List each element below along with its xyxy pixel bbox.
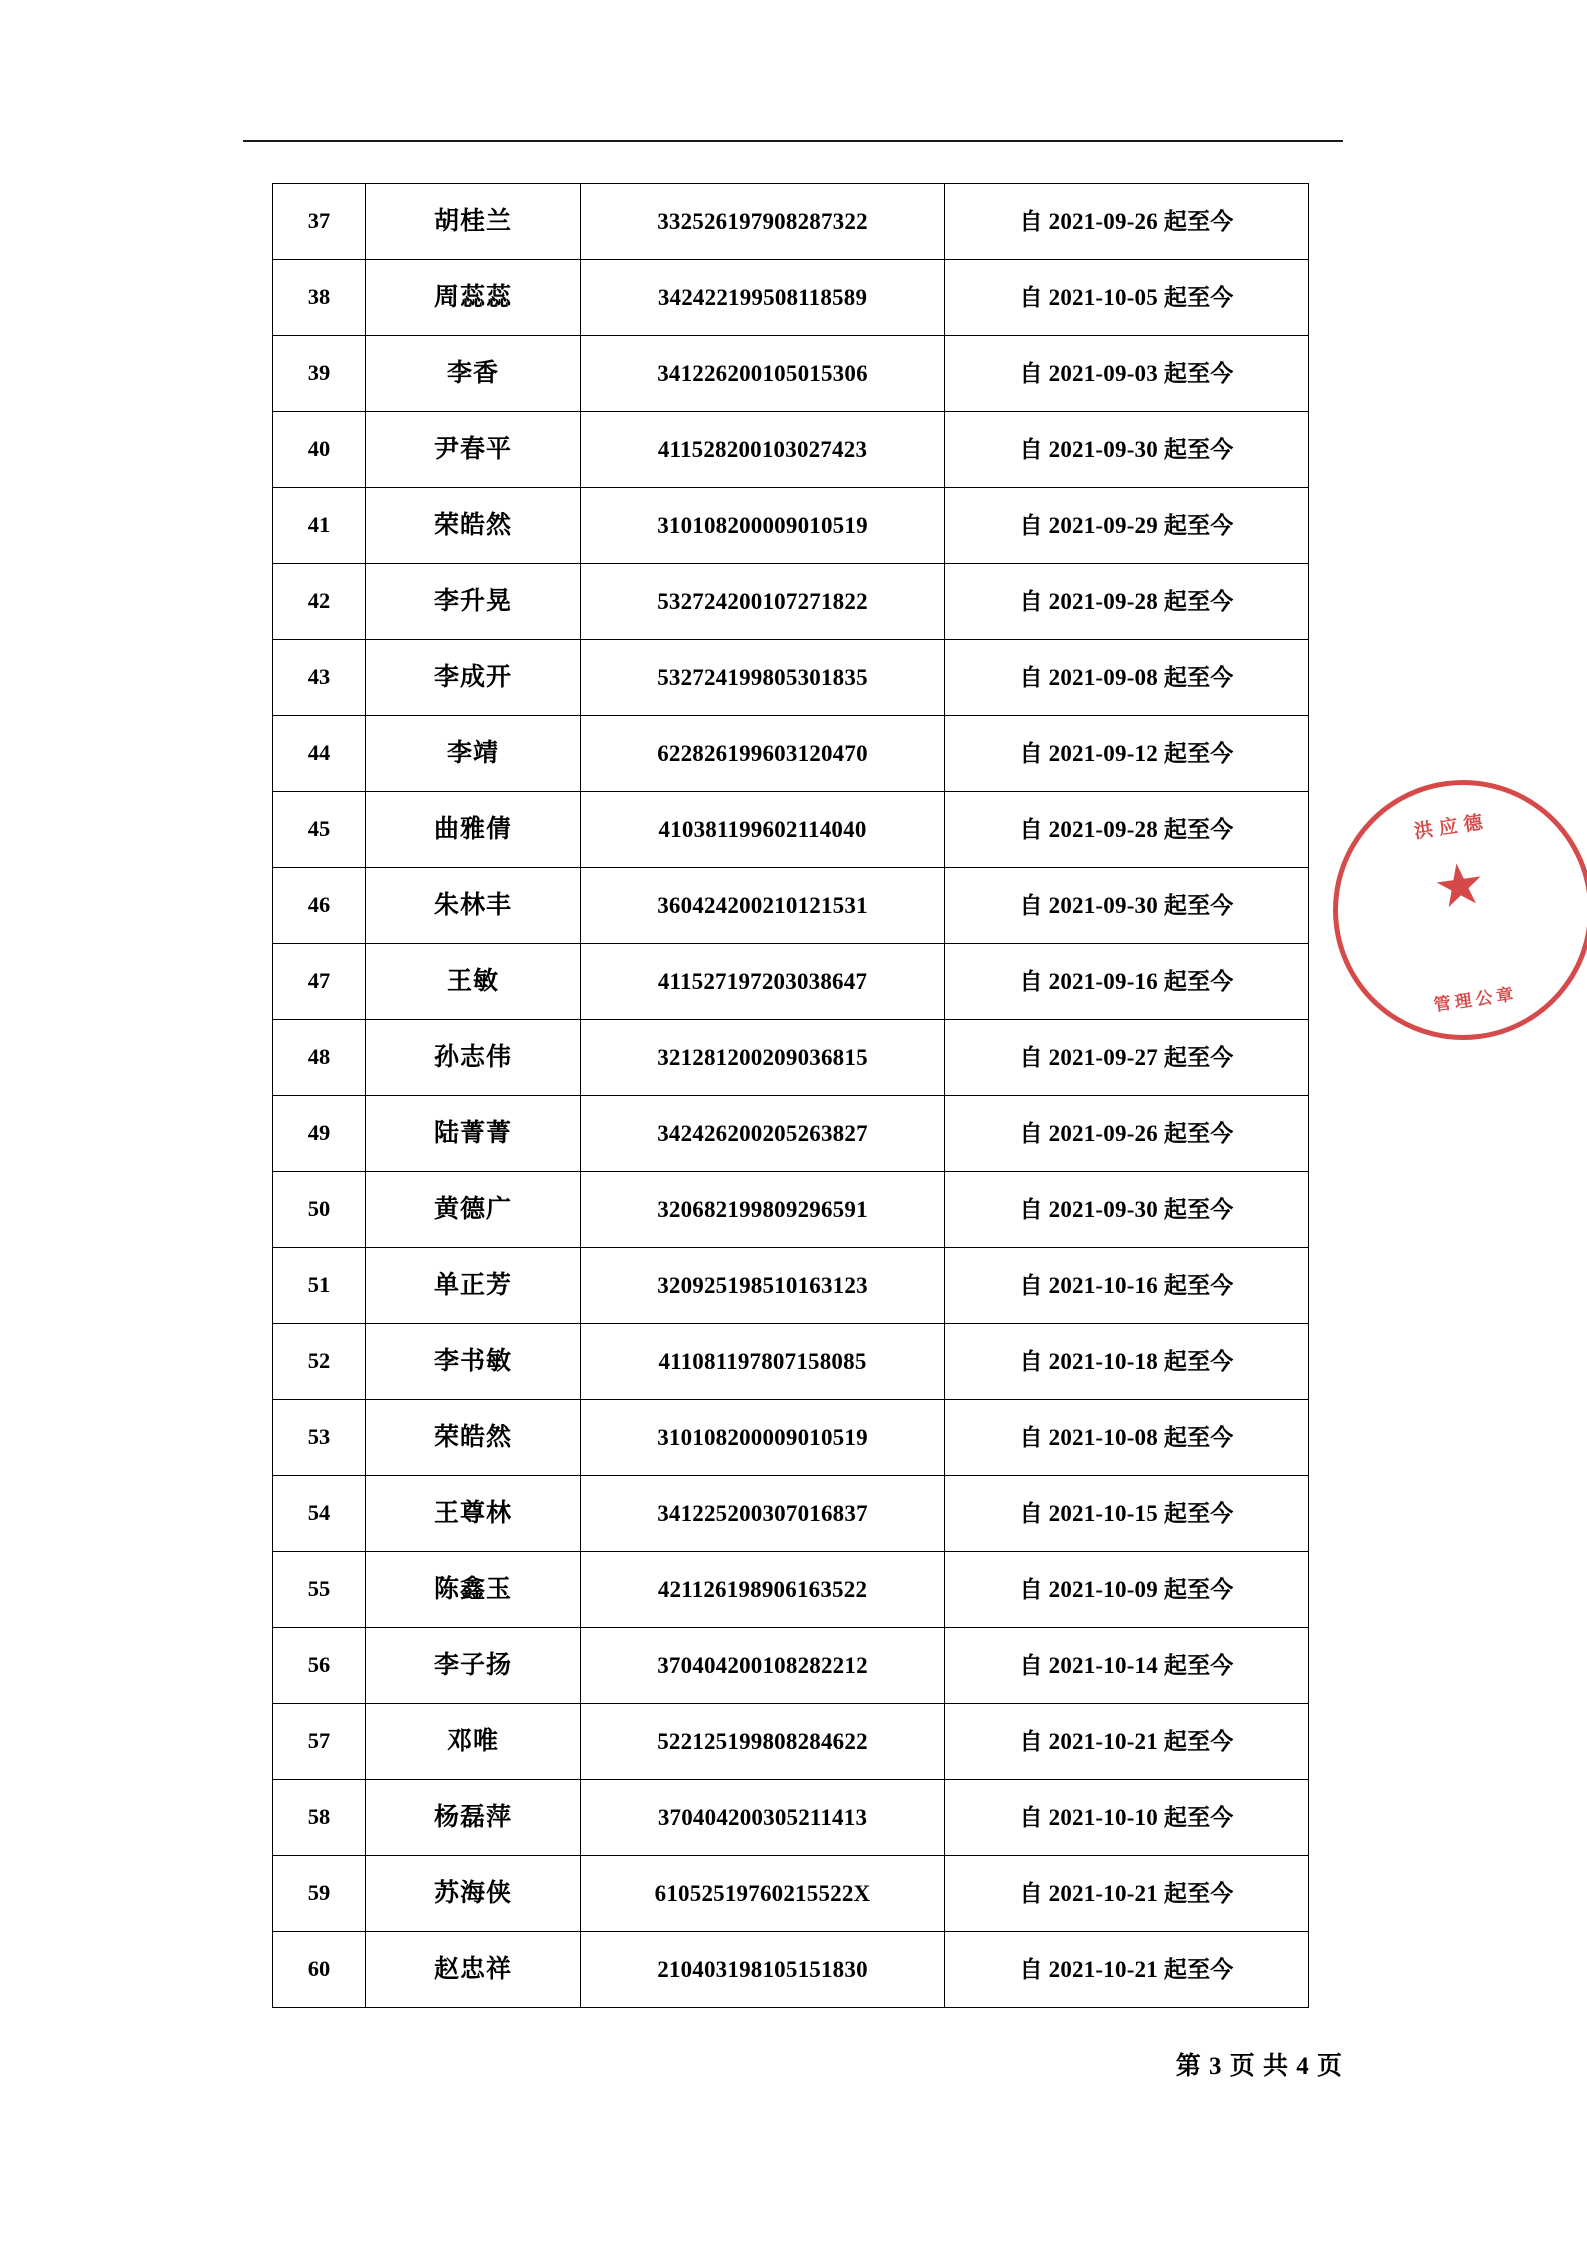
row-id-number: 622826199603120470 (581, 716, 945, 792)
row-name: 胡桂兰 (366, 184, 581, 260)
roster-table-body (273, 184, 1309, 2008)
row-id-number: 532724199805301835 (581, 640, 945, 716)
row-name: 王敏 (366, 944, 581, 1020)
row-period: 自 2021-10-08 起至今 (945, 1400, 1309, 1476)
row-index: 52 (273, 1324, 366, 1400)
table-row (273, 564, 1309, 640)
row-index: 39 (273, 336, 366, 412)
table-row (273, 1932, 1309, 2008)
row-period: 自 2021-10-18 起至今 (945, 1324, 1309, 1400)
row-id-number: 61052519760215522X (581, 1856, 945, 1932)
row-period: 自 2021-09-08 起至今 (945, 640, 1309, 716)
roster-table (272, 183, 1309, 2008)
row-name: 李成开 (366, 640, 581, 716)
row-period: 自 2021-10-16 起至今 (945, 1248, 1309, 1324)
row-period: 自 2021-10-05 起至今 (945, 260, 1309, 336)
row-index: 42 (273, 564, 366, 640)
official-seal (1316, 763, 1587, 1057)
row-name: 李升晃 (366, 564, 581, 640)
seal-star-glyph: ★ (1429, 849, 1490, 922)
row-id-number: 370404200108282212 (581, 1628, 945, 1704)
row-period: 自 2021-09-30 起至今 (945, 868, 1309, 944)
row-index: 40 (273, 412, 366, 488)
table-row (273, 1476, 1309, 1552)
row-name: 朱林丰 (366, 868, 581, 944)
row-period: 自 2021-09-28 起至今 (945, 792, 1309, 868)
row-index: 48 (273, 1020, 366, 1096)
row-period: 自 2021-09-27 起至今 (945, 1020, 1309, 1096)
row-index: 56 (273, 1628, 366, 1704)
table-row (273, 412, 1309, 488)
row-name: 李靖 (366, 716, 581, 792)
row-index: 55 (273, 1552, 366, 1628)
row-index: 44 (273, 716, 366, 792)
row-name: 李书敏 (366, 1324, 581, 1400)
row-name: 孙志伟 (366, 1020, 581, 1096)
row-period: 自 2021-09-12 起至今 (945, 716, 1309, 792)
row-id-number: 342422199508118589 (581, 260, 945, 336)
row-index: 45 (273, 792, 366, 868)
table-row (273, 792, 1309, 868)
row-id-number: 522125199808284622 (581, 1704, 945, 1780)
table-row (273, 488, 1309, 564)
table-row (273, 716, 1309, 792)
seal-top-text: 洪应德 (1412, 811, 1490, 843)
row-id-number: 310108200009010519 (581, 488, 945, 564)
row-name: 苏海侠 (366, 1856, 581, 1932)
row-index: 51 (273, 1248, 366, 1324)
row-id-number: 411528200103027423 (581, 412, 945, 488)
table-row (273, 868, 1309, 944)
table-row (273, 1172, 1309, 1248)
row-id-number: 411081197807158085 (581, 1324, 945, 1400)
row-period: 自 2021-10-10 起至今 (945, 1780, 1309, 1856)
row-period: 自 2021-10-21 起至今 (945, 1704, 1309, 1780)
table-row (273, 1400, 1309, 1476)
row-period: 自 2021-10-21 起至今 (945, 1856, 1309, 1932)
table-row (273, 260, 1309, 336)
table-row (273, 1096, 1309, 1172)
row-period: 自 2021-09-26 起至今 (945, 184, 1309, 260)
page-number-footer: 第 3 页 共 4 页 (1175, 2053, 1343, 2080)
table-row (273, 336, 1309, 412)
row-period: 自 2021-09-28 起至今 (945, 564, 1309, 640)
row-period: 自 2021-09-26 起至今 (945, 1096, 1309, 1172)
table-row (273, 1704, 1309, 1780)
row-index: 59 (273, 1856, 366, 1932)
row-id-number: 341226200105015306 (581, 336, 945, 412)
row-index: 43 (273, 640, 366, 716)
row-index: 50 (273, 1172, 366, 1248)
row-name: 周蕊蕊 (366, 260, 581, 336)
row-period: 自 2021-09-29 起至今 (945, 488, 1309, 564)
table-row (273, 1324, 1309, 1400)
row-id-number: 320925198510163123 (581, 1248, 945, 1324)
table-row (273, 1780, 1309, 1856)
table-row (273, 1248, 1309, 1324)
row-id-number: 210403198105151830 (581, 1932, 945, 2008)
row-index: 41 (273, 488, 366, 564)
row-id-number: 360424200210121531 (581, 868, 945, 944)
row-id-number: 410381199602114040 (581, 792, 945, 868)
row-name: 王尊林 (366, 1476, 581, 1552)
table-row (273, 944, 1309, 1020)
seal-inner (1322, 769, 1587, 1051)
row-period: 自 2021-10-15 起至今 (945, 1476, 1309, 1552)
table-row (273, 184, 1309, 260)
row-name: 陆菁菁 (366, 1096, 581, 1172)
roster-table-container (272, 183, 1272, 2008)
row-id-number: 341225200307016837 (581, 1476, 945, 1552)
header-divider (243, 140, 1343, 142)
row-name: 尹春平 (366, 412, 581, 488)
row-name: 杨磊萍 (366, 1780, 581, 1856)
row-name: 陈鑫玉 (366, 1552, 581, 1628)
row-name: 李子扬 (366, 1628, 581, 1704)
row-name: 荣皓然 (366, 1400, 581, 1476)
table-row (273, 1020, 1309, 1096)
row-id-number: 421126198906163522 (581, 1552, 945, 1628)
row-id-number: 342426200205263827 (581, 1096, 945, 1172)
row-period: 自 2021-09-03 起至今 (945, 336, 1309, 412)
row-name: 单正芳 (366, 1248, 581, 1324)
row-period: 自 2021-09-30 起至今 (945, 412, 1309, 488)
row-id-number: 532724200107271822 (581, 564, 945, 640)
row-name: 邓唯 (366, 1704, 581, 1780)
row-index: 60 (273, 1932, 366, 2008)
table-row (273, 1552, 1309, 1628)
row-index: 37 (273, 184, 366, 260)
seal-bottom-text: 管理公章 (1432, 984, 1519, 1015)
row-id-number: 310108200009010519 (581, 1400, 945, 1476)
row-id-number: 321281200209036815 (581, 1020, 945, 1096)
table-row (273, 1856, 1309, 1932)
row-name: 黄德广 (366, 1172, 581, 1248)
table-row (273, 1628, 1309, 1704)
row-id-number: 332526197908287322 (581, 184, 945, 260)
row-name: 李香 (366, 336, 581, 412)
row-index: 49 (273, 1096, 366, 1172)
row-period: 自 2021-10-14 起至今 (945, 1628, 1309, 1704)
row-index: 38 (273, 260, 366, 336)
row-name: 曲雅倩 (366, 792, 581, 868)
table-row (273, 640, 1309, 716)
row-period: 自 2021-10-21 起至今 (945, 1932, 1309, 2008)
row-index: 58 (273, 1780, 366, 1856)
row-name: 荣皓然 (366, 488, 581, 564)
row-index: 54 (273, 1476, 366, 1552)
row-id-number: 320682199809296591 (581, 1172, 945, 1248)
row-id-number: 411527197203038647 (581, 944, 945, 1020)
row-period: 自 2021-10-09 起至今 (945, 1552, 1309, 1628)
row-name: 赵忠祥 (366, 1932, 581, 2008)
row-period: 自 2021-09-16 起至今 (945, 944, 1309, 1020)
row-index: 57 (273, 1704, 366, 1780)
row-index: 47 (273, 944, 366, 1020)
row-id-number: 370404200305211413 (581, 1780, 945, 1856)
row-index: 53 (273, 1400, 366, 1476)
row-period: 自 2021-09-30 起至今 (945, 1172, 1309, 1248)
row-index: 46 (273, 868, 366, 944)
